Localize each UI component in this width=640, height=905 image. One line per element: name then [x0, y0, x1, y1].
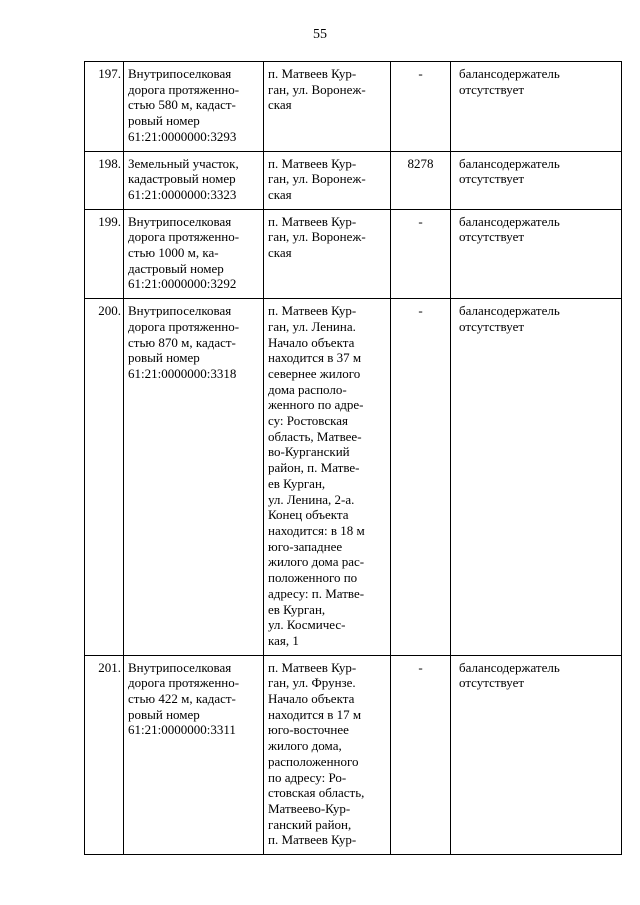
object-name: Внутрипоселковая дорога протяженно- стью 1000 м, ка- дастровый номер 61:21:0000000:3292 [124, 209, 264, 299]
object-name: Внутрипоселковая дорога протяженно- стью 580 м, кадаст- ровый номер 61:21:0000000:3293 [124, 62, 264, 152]
object-address: п. Матвеев Кур- ган, ул. Ленина. Начало объекта находится в 37 м севернее жилого дома располо- женного по адре- су: Ростовская область, Матвее- во-Курганский район, п. Матве- ев Курган, ул. Ленина, 2-а. Конец объекта находится: в 18 м юго-западнее жилого дома рас- положенного по адресу: п. Матве- ев Курган, ул. Космичес- кая, 1 [264, 299, 391, 655]
object-area: 8278 [391, 151, 451, 209]
balance-holder: балансодержатель отсутствует [451, 151, 622, 209]
balance-holder: балансодержатель отсутствует [451, 655, 622, 854]
object-address: п. Матвеев Кур- ган, ул. Воронеж- ская [264, 62, 391, 152]
object-address: п. Матвеев Кур- ган, ул. Фрунзе. Начало объекта находится в 17 м юго-восточнее жилого дома, расположенного по адресу: Ро- стовская область, Матвеево-Кур- ганский район, п. Матвеев Кур- [264, 655, 391, 854]
row-number: 199. [85, 209, 124, 299]
table-row [85, 299, 622, 655]
row-number: 197. [85, 62, 124, 152]
row-number: 200. [85, 299, 124, 655]
row-number: 201. [85, 655, 124, 854]
object-name: Внутрипоселковая дорога протяженно- стью 422 м, кадаст- ровый номер 61:21:0000000:3311 [124, 655, 264, 854]
object-address: п. Матвеев Кур- ган, ул. Воронеж- ская [264, 209, 391, 299]
object-address: п. Матвеев Кур- ган, ул. Воронеж- ская [264, 151, 391, 209]
property-registry-table [84, 61, 622, 855]
balance-holder: балансодержатель отсутствует [451, 299, 622, 655]
object-area: - [391, 299, 451, 655]
table-row [85, 209, 622, 299]
page-number: 55 [313, 27, 327, 42]
balance-holder: балансодержатель отсутствует [451, 62, 622, 152]
row-number: 198. [85, 151, 124, 209]
balance-holder: балансодержатель отсутствует [451, 209, 622, 299]
table-row [85, 655, 622, 854]
object-name: Внутрипоселковая дорога протяженно- стью 870 м, кадаст- ровый номер 61:21:0000000:3318 [124, 299, 264, 655]
table-row [85, 62, 622, 152]
object-area: - [391, 655, 451, 854]
object-area: - [391, 62, 451, 152]
object-name: Земельный участок, кадастровый номер 61:21:0000000:3323 [124, 151, 264, 209]
table-row [85, 151, 622, 209]
object-area: - [391, 209, 451, 299]
